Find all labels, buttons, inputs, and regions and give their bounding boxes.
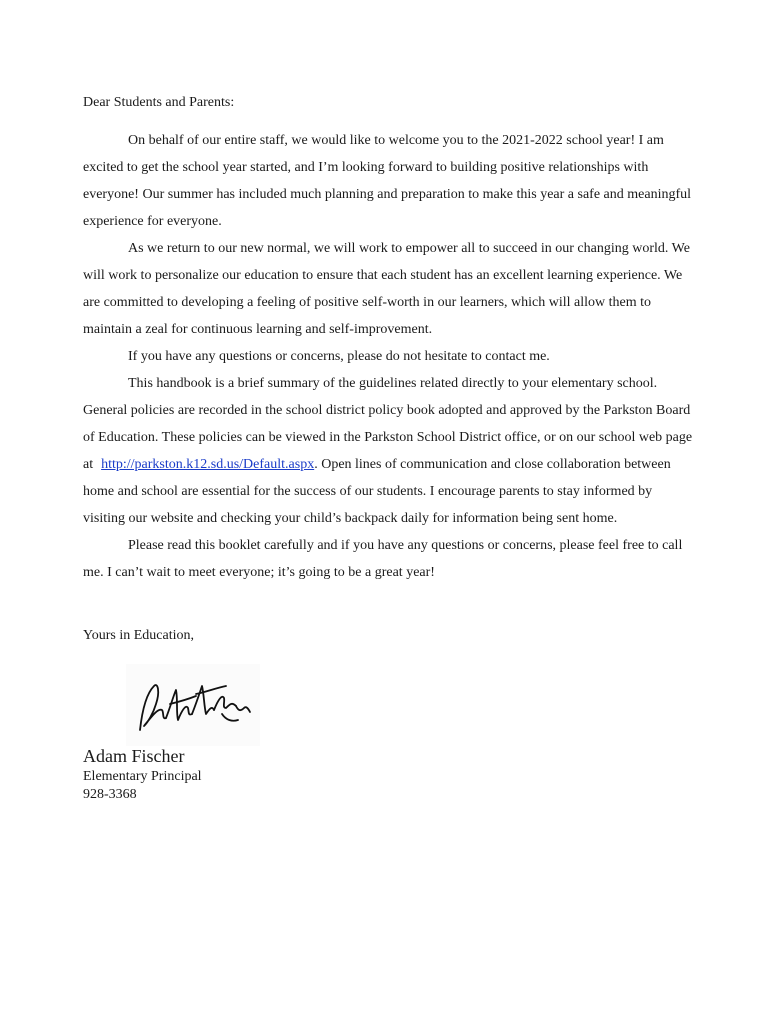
paragraph-closing-remarks: Please read this booklet carefully and if you have any questions or concerns, please feel free to call me. I can’t wait to meet everyone; it’s going to be a great year! (83, 538, 683, 580)
handbook-text-after-link: . Open lines of communication and close collaboration between home and school are essential for the success of our students. I encourage parents to stay informed by visiting our website and checking your child’s backpack daily for information being sent home. (83, 457, 671, 526)
paragraph-welcome: On behalf of our entire staff, we would like to welcome you to the 2021-2022 school year! I am excited to get the school year started, and I’m looking forward to building positive relationships with everyone! Our summer has included much planning and preparation to make this year a safe and meaningful experience for everyone. (83, 133, 692, 229)
paragraph-new-normal: As we return to our new normal, we will work to empower all to succeed in our changing world. We will work to personalize our education to ensure that each student has an excellent learning experience. We are committed to developing a feeling of positive self-worth in our learners, which will allow them to maintain a zeal for continuous learning and self-improvement. (83, 241, 690, 337)
salutation: Dear Students and Parents: (83, 95, 235, 110)
paragraph-questions: If you have any questions or concerns, please do not hesitate to contact me. (128, 349, 550, 364)
signer-phone: 928-3368 (83, 787, 137, 802)
handbook-text-before-link: This handbook is a brief summary of the guidelines related directly to your elementary school. General policies are recorded in the school district policy book adopted and approved by the Parkston Board of Education. These policies can be viewed in the Parkston School District office, or on our school web page at (83, 376, 693, 472)
signer-name: Adam Fischer (83, 746, 185, 766)
signature-image (126, 664, 260, 746)
closing: Yours in Education, (83, 628, 194, 643)
school-website-link[interactable]: http://parkston.k12.sd.us/Default.aspx (101, 457, 315, 472)
letter-body (83, 127, 693, 586)
handwritten-signature (126, 664, 260, 746)
paragraph-handbook (83, 370, 693, 532)
signer-title: Elementary Principal (83, 769, 202, 784)
